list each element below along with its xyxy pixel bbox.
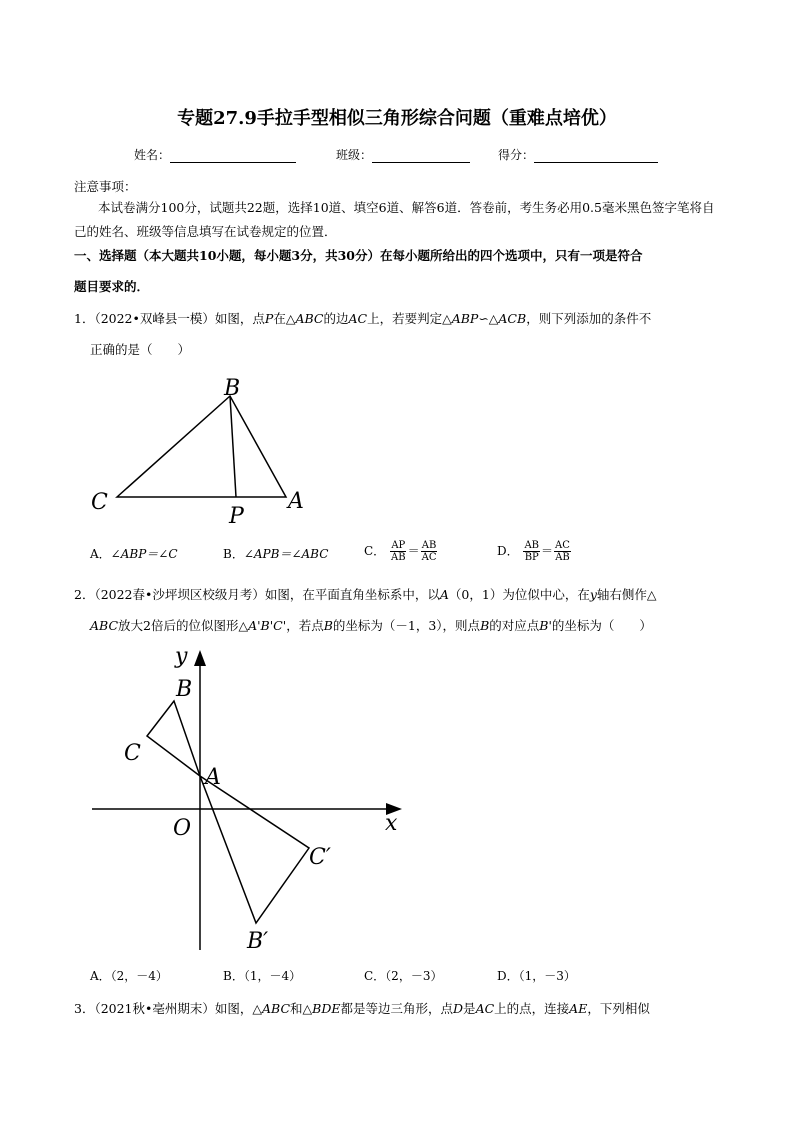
q1-option-c-fraction2: $\frac{AB}{AC}$ <box>421 540 437 563</box>
q2-option-d[interactable]: D．（1，－3） <box>497 969 576 983</box>
q2-stem-line1: 2．（2022春•沙坪坝区校级月考）如图，在平面直角坐标系中，以A（0，1）为位似中心，在y轴右侧作△ <box>74 587 657 602</box>
name-blank <box>170 149 296 163</box>
notice-heading: 注意事项： <box>74 179 137 194</box>
class-field <box>336 146 470 163</box>
q1-option-c[interactable]: C． $\frac{AP}{AB}$ ＝ $\frac{AB}{AC}$ <box>364 540 437 563</box>
q2-label-a: A <box>205 765 221 790</box>
section-heading-line1: 一、选择题（本大题共10小题，每小题3分，共30分）在每小题所给出的四个选项中，只有一项是符合 <box>74 248 643 263</box>
q1-option-b[interactable]: B．∠APB＝∠ABC <box>223 547 329 561</box>
notice-body: 本试卷满分100分，试题共22题，选择10道、填空6道、解答6道．答卷前，考生务必用0.5毫米黑色签字笔将自己的姓名、班级等信息填写在试卷规定的位置． <box>74 200 715 239</box>
q3-stem-line1: 3．（2021秋•亳州期末）如图，△ABC和△BDE都是等边三角形，点D是AC上的点，连接AE，下列相似 <box>74 1001 650 1016</box>
q2-option-c[interactable]: C．（2，－3） <box>364 969 443 983</box>
name-label: 姓名： <box>134 148 171 162</box>
q1-option-a[interactable]: A．∠ABP＝∠C <box>90 547 178 561</box>
q1-option-d-fraction2: $\frac{AC}{AB}$ <box>555 540 570 563</box>
q2-label-c: C <box>124 741 141 766</box>
y-axis-arrow-icon <box>194 650 206 666</box>
q2-label-o: O <box>173 816 192 841</box>
q1-stem-line1: 1．（2022•双峰县一模）如图，点P在△ABC的边AC上，若要判定△ABP∽△ACB，则下列添加的条件不 <box>74 311 652 326</box>
q2-label-b: B <box>176 677 193 702</box>
q1-label-b: B <box>224 376 241 401</box>
score-field <box>498 146 658 163</box>
class-label: 班级： <box>336 148 373 162</box>
triangle-abc <box>147 701 200 776</box>
q2-label-y: y <box>175 644 188 669</box>
q2-option-a[interactable]: A．（2，－4） <box>90 969 168 983</box>
q1-triangle <box>117 396 286 497</box>
q2-label-x: x <box>385 811 398 836</box>
score-blank <box>534 149 658 163</box>
q1-segment-bp <box>230 396 236 497</box>
score-label: 得分： <box>498 148 535 162</box>
q1-label-c: C <box>91 490 108 515</box>
page-title: 专题27.9手拉手型相似三角形综合问题（重难点培优） <box>177 108 617 129</box>
q2-figure <box>80 640 420 960</box>
q1-label-p: P <box>229 504 244 529</box>
class-blank <box>372 149 470 163</box>
q2-label-c-prime: C′ <box>309 845 331 870</box>
q1-label-a: A <box>288 489 304 514</box>
q2-option-b[interactable]: B．（1，－4） <box>223 969 302 983</box>
q1-stem-line2: 正确的是（ ） <box>90 342 191 357</box>
q1-option-d[interactable]: D． $\frac{AB}{BP}$ ＝ $\frac{AC}{AB}$ <box>497 540 570 563</box>
name-field <box>134 146 296 163</box>
triangle-ab2c2 <box>200 776 309 923</box>
q1-option-c-fraction1: $\frac{AP}{AB}$ <box>391 540 406 563</box>
q2-stem-line2: ABC放大2倍后的位似图形△A'B'C'，若点B的坐标为（－1，3），则点B的对应点B'的坐标为（ ） <box>90 618 652 633</box>
section-heading-line2: 题目要求的． <box>74 279 150 294</box>
q2-label-b-prime: B′ <box>247 929 269 954</box>
q1-option-d-fraction1: $\frac{AB}{BP}$ <box>524 540 540 563</box>
q1-figure <box>80 368 320 533</box>
